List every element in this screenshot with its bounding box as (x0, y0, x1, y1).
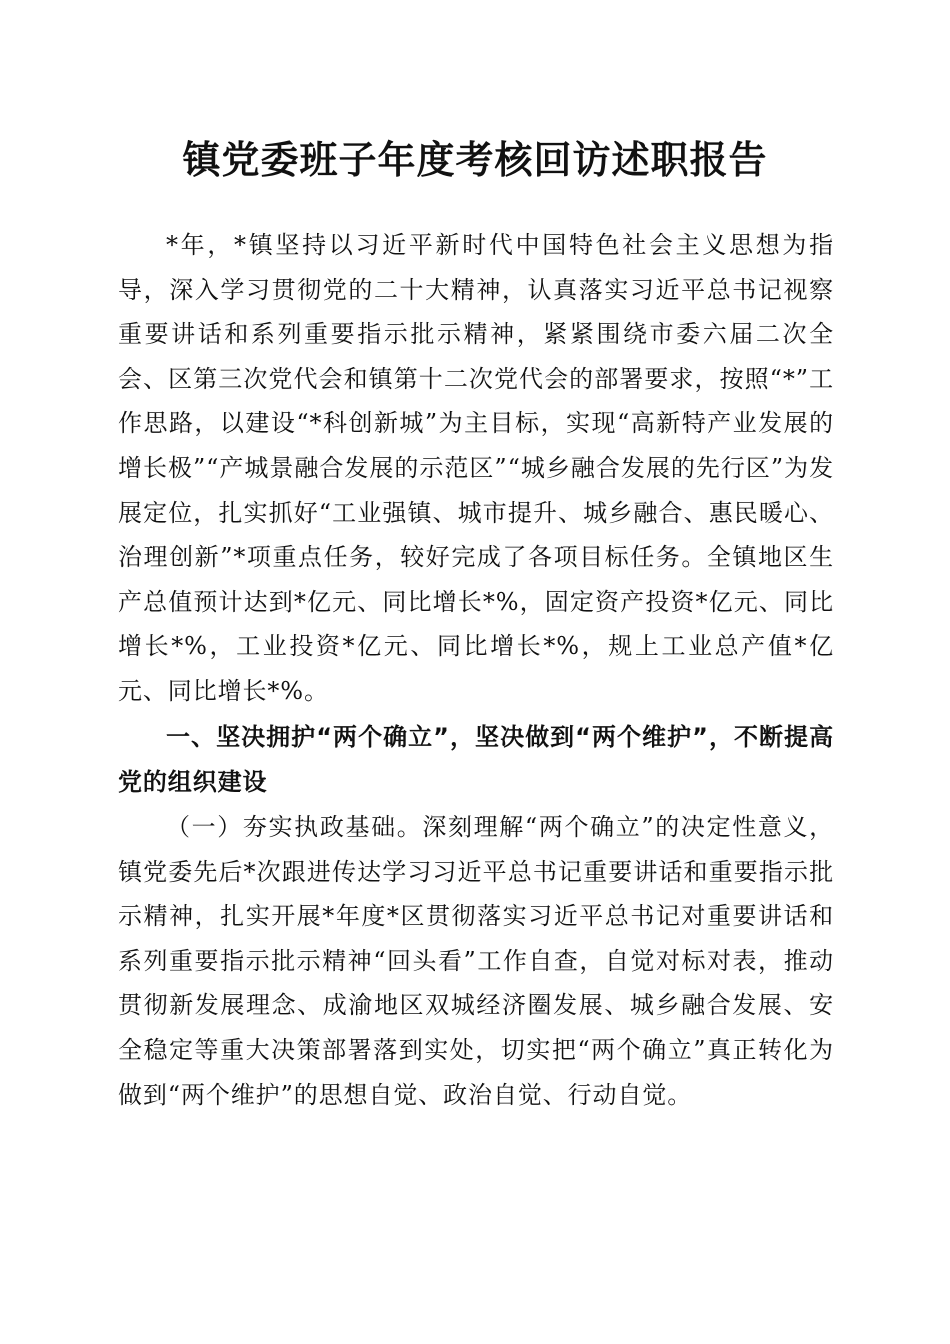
subsection-lead: （一）夯实执政基础。 (166, 813, 423, 841)
subsection-paragraph (118, 805, 834, 1117)
intro-paragraph: *年，*镇坚持以习近平新时代中国特色社会主义思想为指导，深入学习贯彻党的二十大精神，认真落实习近平总书记视察重要讲话和系列重要指示批示精神，紧紧围绕市委六届二次全会、区第三次党代会和镇第十二次党代会的部署要求，按照“*”工作思路，以建设“*科创新城”为主目标，实现“高新特产业发展的增长极”“产城景融合发展的示范区”“城乡融合发展的先行区”为发展定位，扎实抓好“工业强镇、城市提升、城乡融合、惠民暖心、治理创新”*项重点任务，较好完成了各项目标任务。全镇地区生产总值预计达到*亿元、同比增长*%，固定资产投资*亿元、同比增长*%，工业投资*亿元、同比增长*%，规上工业总产值*亿元、同比增长*%。 (118, 231, 834, 705)
section-heading: 一、坚决拥护“两个确立”，坚决做到“两个维护”，不断提高党的组织建设 (118, 723, 834, 796)
document-title: 镇党委班子年度考核回访述职报告 (182, 137, 768, 182)
subsection-text: 深刻理解“两个确立”的决定性意义，镇党委先后*次跟进传达学习习近平总书记重要讲话和重要指示批示精神，扎实开展*年度*区贯彻落实习近平总书记对重要讲话和系列重要指示批示精神“回头看”工作自查，自觉对标对表，推动贯彻新发展理念、成渝地区双城经济圈发展、城乡融合发展、安全稳定等重大决策部署落到实处，切实把“两个确立”真正转化为做到“两个维护”的思想自觉、政治自觉、行动自觉。 (118, 813, 835, 1109)
